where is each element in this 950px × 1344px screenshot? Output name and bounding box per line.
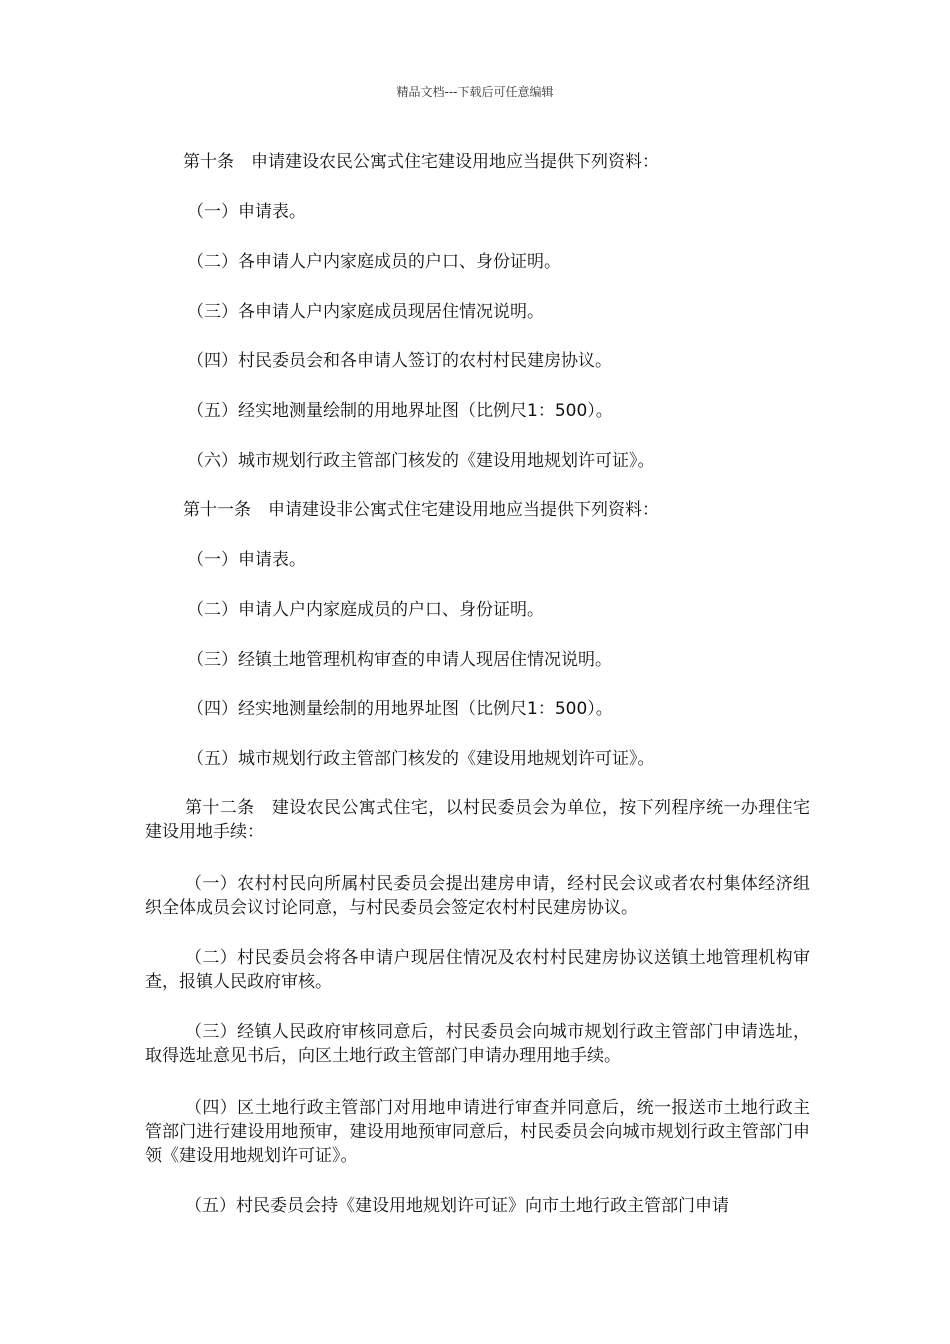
- article-12-item-2: （二）村民委员会将各申请户现居住情况及农村村民建房协议送镇土地管理机构审查，报镇人民政府审核。: [145, 948, 810, 992]
- page-header: 精品文档---下载后可任意编辑: [396, 85, 554, 99]
- article-11-item-2: （二）申请人户内家庭成员的户口、身份证明。: [187, 600, 544, 620]
- article-10-title: 第十条 申请建设农民公寓式住宅建设用地应当提供下列资料：: [183, 152, 659, 172]
- article-11-item-1: （一）申请表。: [187, 550, 306, 570]
- article-11-item-5: （五）城市规划行政主管部门核发的《建设用地规划许可证》。: [187, 749, 655, 769]
- article-12-title: 第十二条 建设农民公寓式住宅，以村民委员会为单位，按下列程序统一办理住宅建设用地手续：: [145, 798, 810, 842]
- article-10-item-1: （一）申请表。: [187, 202, 306, 222]
- article-10-item-2: （二）各申请人户内家庭成员的户口、身份证明。: [187, 252, 561, 272]
- article-10-item-3: （三）各申请人户内家庭成员现居住情况说明。: [187, 302, 544, 322]
- article-11-title: 第十一条 申请建设非公寓式住宅建设用地应当提供下列资料：: [183, 500, 659, 520]
- article-12-item-5: （五）村民委员会持《建设用地规划许可证》向市土地行政主管部门申请: [185, 1196, 729, 1216]
- article-12-item-4: （四）区土地行政主管部门对用地申请进行审查并同意后，统一报送市土地行政主管部门进行建设用地预审，建设用地预审同意后，村民委员会向城市规划行政主管部门申领《建设用地规划许可证》。: [145, 1098, 810, 1166]
- article-12-item-3: （三）经镇人民政府审核同意后，村民委员会向城市规划行政主管部门申请选址，取得选址意见书后，向区土地行政主管部门申请办理用地手续。: [145, 1022, 810, 1066]
- article-10-item-5: （五）经实地测量绘制的用地界址图（比例尺1：500）。: [187, 401, 613, 421]
- article-11-item-4: （四）经实地测量绘制的用地界址图（比例尺1：500）。: [187, 699, 613, 719]
- article-12-item-1: （一）农村村民向所属村民委员会提出建房申请，经村民会议或者农村集体经济组织全体成员会议讨论同意，与村民委员会签定农村村民建房协议。: [145, 874, 810, 918]
- article-10-item-6: （六）城市规划行政主管部门核发的《建设用地规划许可证》。: [187, 451, 655, 471]
- article-11-item-3: （三）经镇土地管理机构审查的申请人现居住情况说明。: [187, 650, 612, 670]
- article-10-item-4: （四）村民委员会和各申请人签订的农村村民建房协议。: [187, 351, 612, 371]
